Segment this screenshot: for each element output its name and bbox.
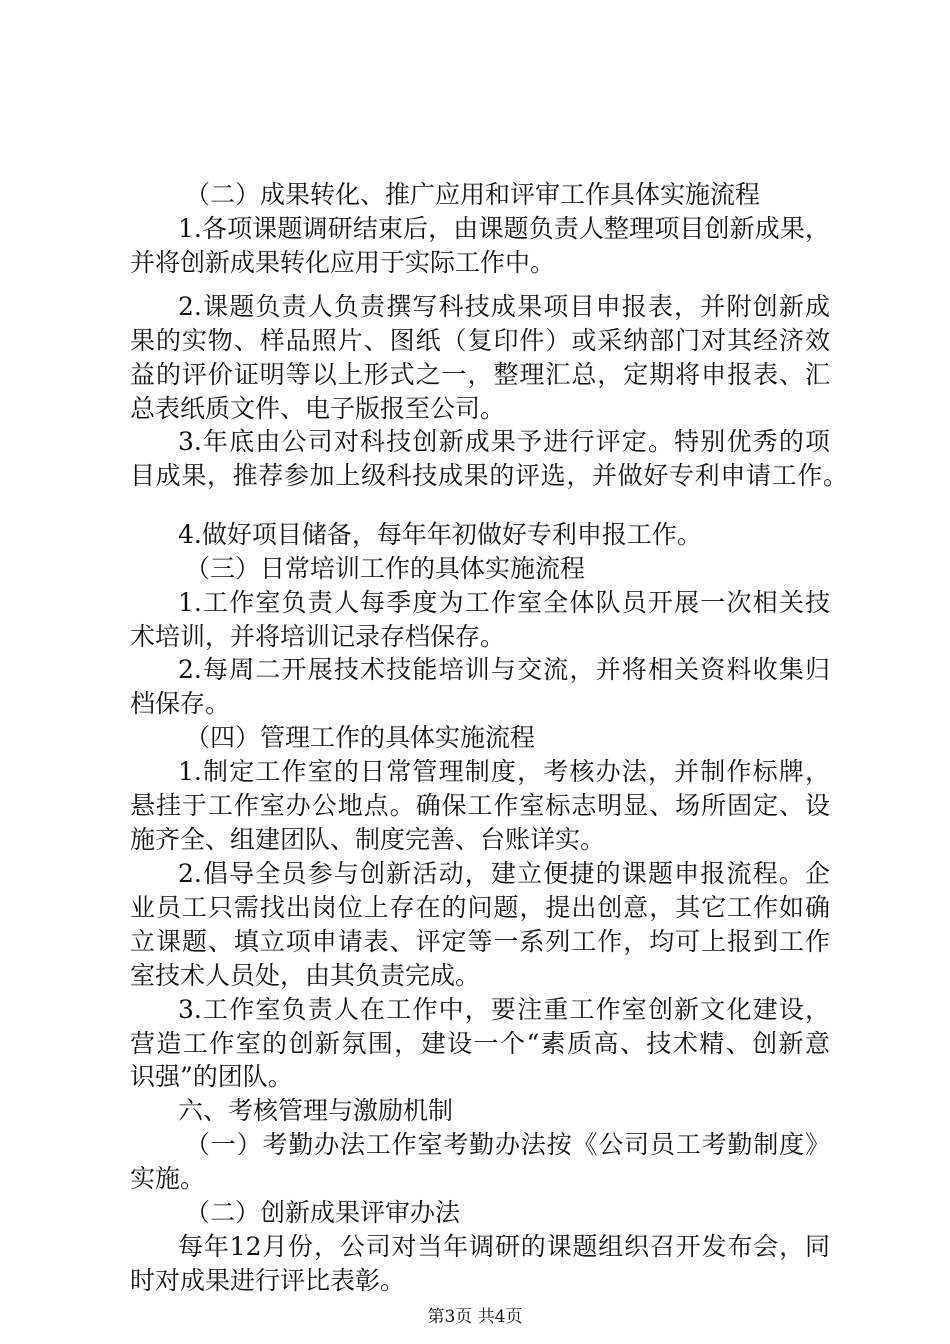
paragraph-line: 2.倡导全员参与创新活动，建立便捷的课题申报流程。企	[178, 859, 830, 888]
paragraph-line: 室技术人员处，由其负责完成。	[130, 961, 481, 990]
section-heading: 六、考核管理与激励机制	[178, 1096, 454, 1125]
page-footer: 第3页 共4页	[427, 1307, 523, 1327]
paragraph-line: 每年12月份，公司对当年调研的课题组织召开发布会，同	[178, 1232, 830, 1261]
paragraph-line: 营造工作室的创新氛围，建设一个“素质高、技术精、创新意	[130, 1029, 830, 1058]
paragraph-line: 1.制定工作室的日常管理制度，考核办法，并制作标牌，	[178, 757, 830, 786]
paragraph-line: 悬挂于工作室办公地点。确保工作室标志明显、场所固定、设	[130, 791, 830, 820]
paragraph-line: 2.课题负责人负责撰写科技成果项目申报表，并附创新成	[178, 292, 830, 321]
paragraph-line: 3.年底由公司对科技创新成果予进行评定。特别优秀的项	[178, 427, 830, 456]
section-heading: （四）管理工作的具体实施流程	[185, 723, 536, 752]
paragraph-line: 益的评价证明等以上形式之一，整理汇总，定期将申报表、汇	[130, 360, 830, 389]
section-heading: （三）日常培训工作的具体实施流程	[185, 554, 586, 583]
paragraph-line: 目成果，推荐参加上级科技成果的评选，并做好专利申请工作。	[130, 461, 848, 490]
paragraph-line: 2.每周二开展技术技能培训与交流，并将相关资料收集归	[178, 655, 830, 684]
paragraph-line: 3.工作室负责人在工作中，要注重工作室创新文化建设，	[178, 995, 830, 1024]
paragraph-line: 档保存。	[130, 689, 231, 718]
paragraph-line: 4.做好项目储备，每年年初做好专利申报工作。	[178, 520, 702, 549]
paragraph-line: 术培训，并将培训记录存档保存。	[130, 622, 506, 651]
paragraph-line: 时对成果进行评比表彰。	[130, 1266, 406, 1295]
paragraph-line: 识强”的团队。	[130, 1062, 293, 1091]
section-heading: （二）创新成果评审办法	[185, 1198, 461, 1227]
section-heading: （二）成果转化、推广应用和评审工作具体实施流程	[185, 180, 761, 209]
paragraph-line: 实施。	[130, 1164, 206, 1193]
paragraph-line: 业员工只需找出岗位上存在的问题，提出创意，其它工作如确	[130, 893, 830, 922]
paragraph-line: 1.各项课题调研结束后，由课题负责人整理项目创新成果，	[178, 214, 830, 243]
paragraph-line: （一）考勤办法工作室考勤办法按《公司员工考勤制度》	[185, 1130, 830, 1159]
paragraph-line: 并将创新成果转化应用于实际工作中。	[130, 248, 556, 277]
paragraph-line: 施齐全、组建团队、制度完善、台账详实。	[130, 825, 606, 854]
paragraph-line: 总表纸质文件、电子版报至公司。	[130, 394, 506, 423]
paragraph-line: 立课题、填立项申请表、评定等一系列工作，均可上报到工作	[130, 927, 830, 956]
paragraph-line: 果的实物、样品照片、图纸（复印件）或采纳部门对其经济效	[130, 326, 830, 355]
paragraph-line: 1.工作室负责人每季度为工作室全体队员开展一次相关技	[178, 588, 830, 617]
